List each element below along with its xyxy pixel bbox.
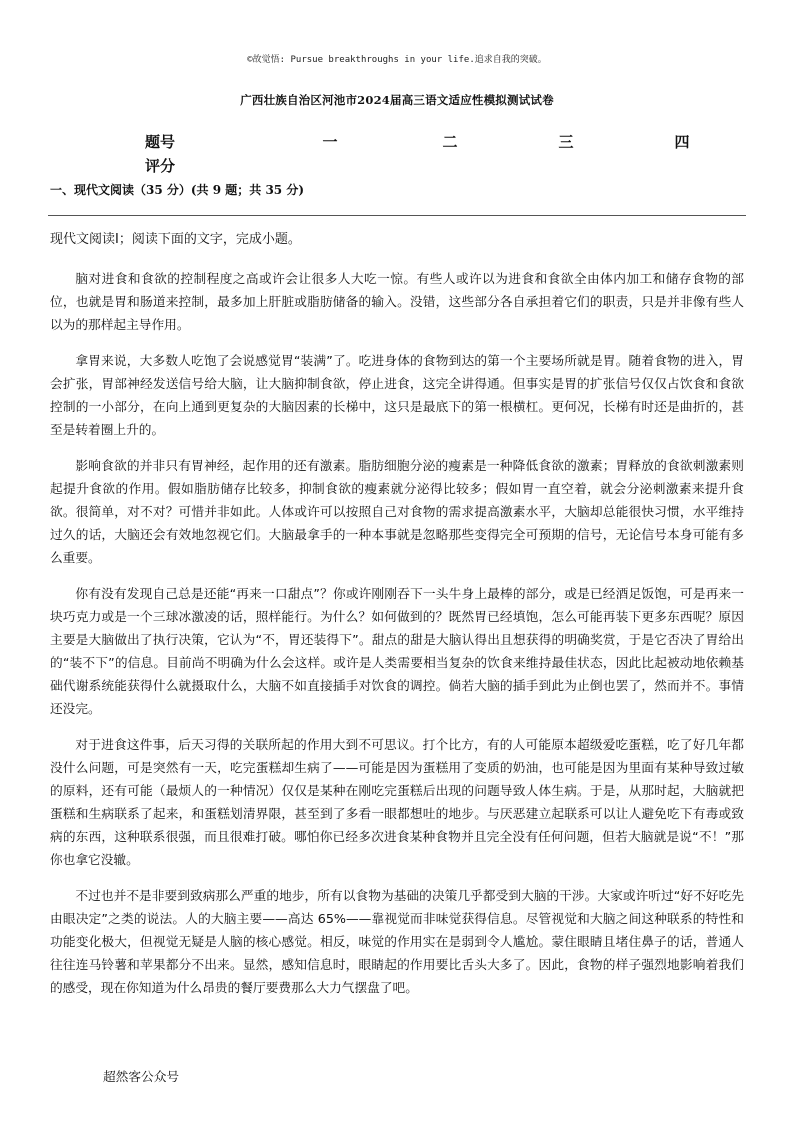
divider xyxy=(48,215,746,216)
score-row-question-number xyxy=(120,131,740,155)
paragraph: 拿胃来说，大多数人吃饱了会说感觉胃“装满”了。吃进身体的食物到达的第一个主要场所就是胃。随着食物的进入，胃会扩张，胃部神经发送信号给大脑，让大脑抑制食欲，停止进食，这完全讲得通。但事实是胃的扩张信号仅仅占饮食和食欲控制的一小部分，在向上通到更复杂的大脑因素的长梯中，这只是最底下的第一根横杠。更何况，长梯有时还是曲折的，甚至是转着圈上升的。 xyxy=(50,353,744,437)
score-col-3: 三 xyxy=(558,133,574,151)
source-note: 超然客公众号 xyxy=(103,1069,180,1084)
document-title: 广西壮族自治区河池市2024届高三语文适应性模拟测试试卷 xyxy=(240,93,554,107)
header-note: ©故觉悟: Pursue breakthroughs in your life.追求自我的突破。 xyxy=(247,55,547,65)
reading-intro: 现代文阅读Ⅰ；阅读下面的文字，完成小题。 xyxy=(50,232,301,247)
paragraph: 对于进食这件事，后天习得的关联所起的作用大到不可思议。打个比方，有的人可能原本超级爱吃蛋糕，吃了好几年都没什么问题，可是突然有一天，吃完蛋糕却生病了——可能是因为蛋糕用了变质的奶油，也可能是因为里面有某种导致过敏的原料，还有可能（最烦人的一种情况）仅仅是某种在刚吃完蛋糕后出现的问题导致人体生病。于是，从那时起，大脑就把蛋糕和生病联系了起来，和蛋糕划清界限，甚至到了多看一眼都想吐的地步。与厌恶建立起联系可以让人避免吃下有毒或致病的东西，这种联系很强，而且很难打破。哪怕你已经多次进食某种食物并且完全没有任何问题，但若大脑就是说“不！”那你也拿它没辙。 xyxy=(50,737,744,867)
score-row-score xyxy=(120,155,740,179)
score-row1-label: 题号 xyxy=(144,133,175,151)
score-col-2: 二 xyxy=(442,133,458,151)
article-body xyxy=(50,267,744,1012)
score-row2-label: 评分 xyxy=(144,157,175,175)
paragraph: 脑对进食和食欲的控制程度之高或许会让很多人大吃一惊。有些人或许以为进食和食欲全由体内加工和储存食物的部位，也就是胃和肠道来控制，最多加上肝脏或脂肪储备的输入。没错，这些部分各自承担着它们的职责，只是并非像有些人以为的那样起主导作用。 xyxy=(50,271,744,332)
paragraph: 你有没有发现自己总是还能“再来一口甜点”？你或许刚刚吞下一头牛身上最棒的部分，或是已经酒足饭饱，可是再来一块巧克力或是一个三球冰激凌的话，照样能行。为什么？如何做到的？既然胃已经填饱，怎么可能再装下更多东西呢？原因主要是大脑做出了执行决策，它认为“不，胃还装得下”。甜点的甜是大脑认得出且想获得的明确奖赏，于是它否决了胃给出的“装不下”的信息。目前尚不明确为什么会这样。或许是人类需要相当复杂的饮食来维持最佳状态，因此比起被动地依赖基础代谢系统能获得什么就摄取什么，大脑不如直接插手对饮食的调控。倘若大脑的插手到此为止倒也罢了，然而并不。事情还没完。 xyxy=(50,586,744,716)
score-col-1: 一 xyxy=(322,133,338,151)
score-col-4: 四 xyxy=(674,133,690,151)
paragraph: 不过也并不是非要到致病那么严重的地步，所有以食物为基础的决策几乎都受到大脑的干涉。大家或许听过“好不好吃先由眼决定”之类的说法。人的大脑主要——高达 65%——靠视觉而非味觉获得信息。尽管视觉和大脑之间这种联系的特性和功能变化极大，但视觉无疑是人脑的核心感觉。相反，味觉的作用实在是弱到令人尴尬。蒙住眼睛且堵住鼻子的话，普通人往往连马铃薯和苹果都分不出来。显然，感知信息时，眼睛起的作用要比舌头大多了。因此，食物的样子强烈地影响着我们的感受，现在你知道为什么昂贵的餐厅要费那么大力气摆盘了吧。 xyxy=(50,888,744,995)
score-table xyxy=(120,131,740,179)
paragraph: 影响食欲的并非只有胃神经，起作用的还有激素。脂肪细胞分泌的瘦素是一种降低食欲的激素；胃释放的食欲刺激素则起提升食欲的作用。假如脂肪储存比较多，抑制食欲的瘦素就分泌得比较多；假如胃一直空着，就会分泌刺激素来提升食欲。很简单，对不对？可惜并非如此。人体或许可以按照自己对食物的需求提高激素水平，大脑却总能很快习惯，水平维持过久的话，大脑还会有效地忽视它们。大脑最拿手的一种本事就是忽略那些变得完全可预期的信号，无论信号本身可能有多么重要。 xyxy=(50,458,744,565)
section-heading: 一、现代文阅读（35 分）(共 9 题；共 35 分) xyxy=(50,183,304,197)
